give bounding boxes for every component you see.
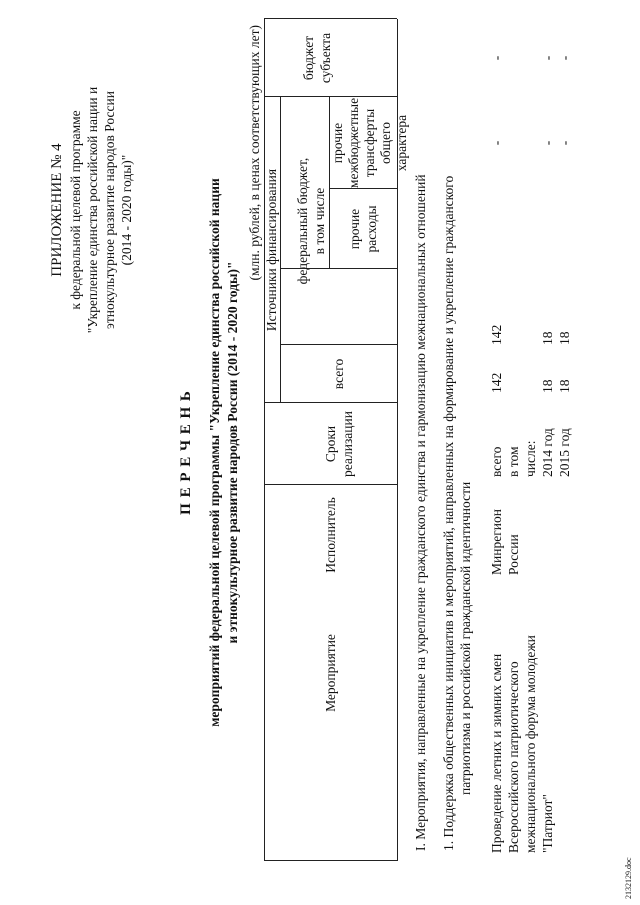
header-subject-line: субъекта <box>318 32 333 84</box>
header-executor: Исполнитель <box>323 497 338 573</box>
measure-line: Всероссийского патриотического <box>506 661 521 853</box>
period-line: в том <box>506 446 521 477</box>
measure-cell <box>488 593 556 853</box>
appendix-line: "Укрепление единства российской нации и <box>85 86 100 334</box>
transfers-2015: - <box>557 140 572 146</box>
appendix-line: к федеральной целевой программе <box>68 110 83 310</box>
header-measure: Мероприятие <box>323 634 338 712</box>
page-subtitle: мероприятий федеральной целевой программы "Укрепление единства российской нации <box>207 178 222 727</box>
transfers-all: - <box>489 140 504 146</box>
executor-line: Минрегион <box>489 509 504 575</box>
measure-line: Проведение летних и зимних смен <box>489 653 504 853</box>
header-federal-line: в том числе <box>312 187 327 255</box>
other-2015: 18 <box>557 331 572 345</box>
header-transfers-line: прочие <box>330 122 345 164</box>
period-cell <box>488 403 573 477</box>
header-other-expenses-line: прочие <box>347 208 362 250</box>
header-transfers-line: трансферты <box>362 108 377 178</box>
transfers-cell <box>488 97 573 189</box>
other-all: 142 <box>489 324 504 345</box>
header-total: всего <box>331 358 346 390</box>
appendix-header <box>48 45 135 375</box>
other-expenses-cell <box>488 269 573 345</box>
file-reference: 2132129.doc <box>624 857 633 899</box>
total-cell <box>488 347 573 393</box>
period-line: всего <box>489 446 504 477</box>
subject-2014: - <box>540 55 555 61</box>
header-period-line: Сроки <box>323 425 338 463</box>
subsection-heading: 1. Поддержка общественных инициатив и мероприятий, направленных на формирование и укрепление гражданского <box>441 175 456 851</box>
period-line: 2015 год <box>557 428 572 477</box>
subject-all: - <box>489 55 504 61</box>
page-title: П Е Р Е Ч Е Н Ь <box>178 390 194 515</box>
other-2014: 18 <box>540 331 555 345</box>
measure-line: "Патриот" <box>540 794 555 853</box>
header-subject-line: бюджет <box>301 35 316 81</box>
header-sources: Источники финансирования <box>264 168 279 332</box>
header-federal-line: федеральный бюджет, <box>295 157 310 285</box>
total-all: 142 <box>489 372 504 393</box>
header-other-expenses-line: расходы <box>364 205 379 253</box>
header-subject-budget <box>300 19 334 97</box>
period-line: числе: <box>523 440 538 477</box>
period-line: 2014 год <box>540 428 555 477</box>
page-subtitle: и этнокультурное развитие народов России (2014 - 2020 годы)" <box>225 261 240 644</box>
units-note: (млн. рублей, в ценах соответствующих лет) <box>247 25 262 281</box>
total-2014: 18 <box>540 379 555 393</box>
appendix-line: (2014 - 2020 годы)" <box>119 154 134 266</box>
subsection-heading: патриотизма и российской гражданской идентичности <box>458 481 473 795</box>
total-2015: 18 <box>557 379 572 393</box>
subject-2015: - <box>557 55 572 61</box>
header-period <box>322 403 356 485</box>
section-heading: I. Мероприятия, направленные на укрепление гражданского единства и гармонизацию межнациональных отношений <box>413 174 428 851</box>
executor-line: России <box>506 534 521 575</box>
header-transfers-line: межбюджетные <box>346 97 361 189</box>
header-transfers-line: общего характера <box>378 114 409 172</box>
header-other-expenses <box>346 189 380 269</box>
header-transfers <box>330 97 410 189</box>
measure-line: межнационального форума молодежи <box>523 635 538 853</box>
transfers-2014: - <box>540 140 555 146</box>
appendix-line: этнокультурное развитие народов России <box>102 91 117 329</box>
executor-cell <box>488 485 522 575</box>
appendix-title: ПРИЛОЖЕНИЕ № 4 <box>49 143 65 277</box>
header-federal <box>294 97 328 345</box>
subject-budget-cell <box>488 19 573 97</box>
header-period-line: реализации <box>340 411 355 477</box>
